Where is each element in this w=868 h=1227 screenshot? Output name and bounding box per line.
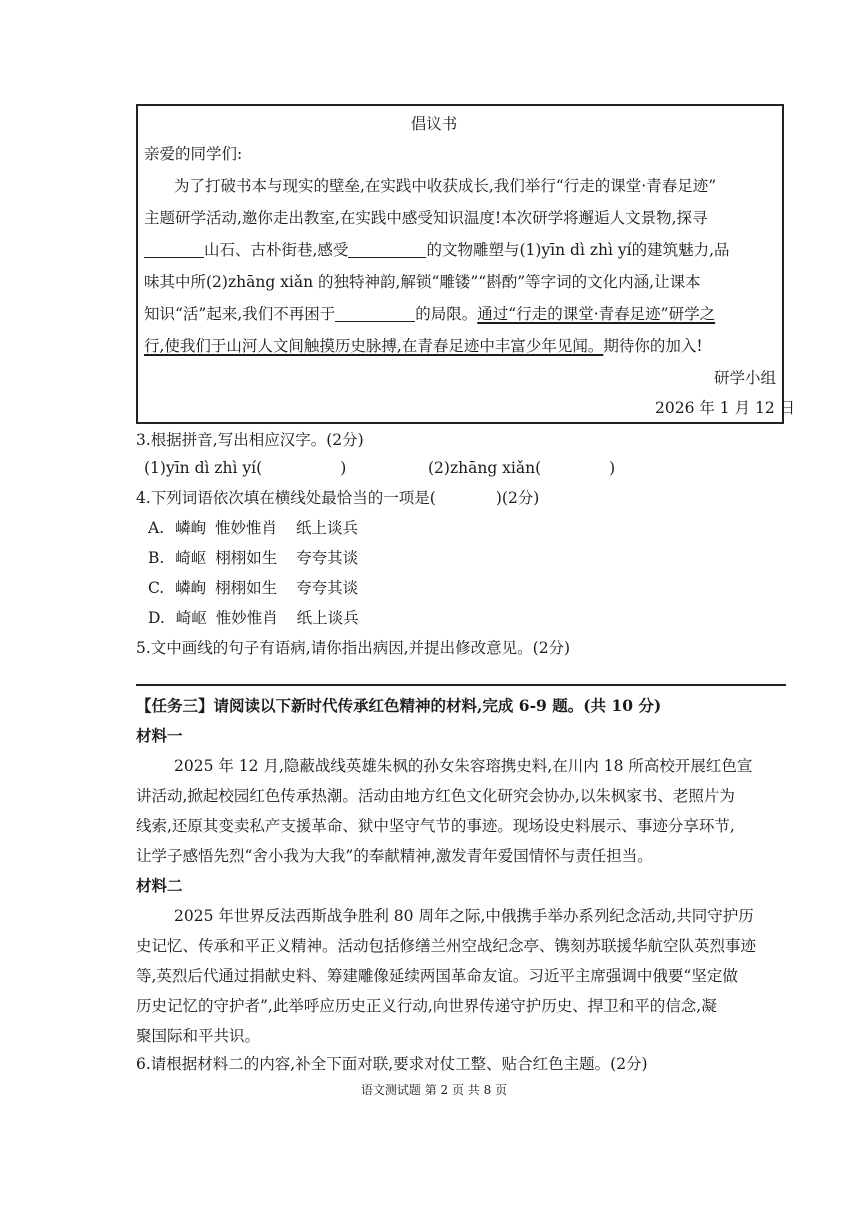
option-letter: B. — [148, 549, 165, 567]
option-word: 崎岖 — [175, 549, 207, 567]
proposal-date: 2026 年 1 月 12 日 — [655, 399, 796, 417]
question-3-item-2 — [428, 458, 615, 478]
option-letter: D. — [148, 609, 165, 627]
text-segment: 山石、古朴街巷,感受 — [204, 241, 349, 259]
option-word: 夸夸其谈 — [296, 579, 359, 597]
underlined-sentence-part-2: 行,使我们于山河人文间触摸历史脉搏,在青春足迹中丰富少年见闻。 — [144, 337, 604, 355]
material-1-title: 材料一 — [136, 726, 183, 745]
text-segment: ) — [340, 459, 347, 477]
section-divider — [136, 684, 786, 686]
material-2-line: 史记忆、传承和平正义精神。活动包括修缮兰州空战纪念亭、镌刻苏联援华航空队英烈事迹 — [136, 937, 757, 955]
proposal-line-6 — [144, 336, 703, 356]
material-2-line: 聚国际和平共识。 — [136, 1027, 261, 1045]
option-word: 纸上谈兵 — [295, 519, 358, 537]
fill-blank-3[interactable] — [335, 305, 415, 322]
option-word: 栩栩如生 — [215, 579, 278, 597]
option-word: 惟妙惟肖 — [215, 519, 278, 537]
option-word: 栩栩如生 — [215, 549, 278, 567]
material-1-line: 让学子感悟先烈“舍小我为大我”的奉献精神,激发青年爱国情怀与责任担当。 — [136, 847, 653, 865]
question-6-stem: 6.请根据材料二的内容,补全下面对联,要求对仗工整、贴合红色主题。(2分) — [136, 1055, 648, 1073]
text-segment: ) — [609, 459, 616, 477]
proposal-line-2: 主题研学活动,邀你走出教室,在实践中感受知识温度!本次研学将邂逅人文景物,探寻 — [144, 209, 708, 227]
text-segment: )(2分) — [495, 489, 540, 507]
option-letter: C. — [148, 579, 165, 597]
proposal-line-5 — [144, 304, 715, 324]
option-c[interactable] — [148, 578, 358, 598]
text-segment: 知识“活”起来,我们不再困于 — [144, 305, 336, 323]
text-segment: (1)yīn dì zhì yí( — [144, 459, 263, 477]
question-3-item-1 — [144, 458, 346, 478]
option-word: 崎岖 — [175, 609, 207, 627]
option-word: 嶙峋 — [175, 519, 207, 537]
text-segment: 的文物雕塑与(1)yīn dì zhì yí的建筑魅力,品 — [426, 241, 730, 259]
option-word: 惟妙惟肖 — [215, 609, 278, 627]
material-2-title: 材料二 — [136, 876, 183, 895]
question-4-stem — [136, 488, 539, 508]
option-word: 纸上谈兵 — [296, 609, 359, 627]
proposal-title: 倡议书 — [410, 115, 458, 133]
material-1-line: 讲活动,掀起校园红色传承热潮。活动由地方红色文化研究会协办,以朱枫家书、老照片为 — [136, 787, 735, 805]
text-segment: (2)zhāng xiǎn( — [428, 459, 542, 477]
proposal-signature: 研学小组 — [714, 369, 777, 387]
option-word: 夸夸其谈 — [296, 549, 359, 567]
material-2-line: 2025 年世界反法西斯战争胜利 80 周年之际,中俄携手举办系列纪念活动,共同守护历 — [174, 907, 754, 925]
question-5-stem: 5.文中画线的句子有语病,请你指出病因,并提出修改意见。(2分) — [136, 639, 571, 657]
question-3-stem: 3.根据拼音,写出相应汉字。(2分) — [136, 431, 364, 449]
task-3-heading: 【任务三】请阅读以下新时代传承红色精神的材料,完成 6-9 题。(共 10 分) — [136, 696, 662, 715]
text-segment: 期待你的加入! — [603, 337, 703, 355]
proposal-line-4: 味其中所(2)zhāng xiǎn 的独特神韵,解锁“雕镂”“斟酌”等字词的文化内涵,让课本 — [144, 273, 701, 291]
text-segment: 4.下列词语依次填在横线处最恰当的一项是( — [136, 489, 436, 507]
option-letter: A. — [148, 519, 165, 537]
option-d[interactable] — [148, 608, 359, 628]
material-1-line: 线索,还原其变卖私产支援革命、狱中坚守气节的事迹。现场设史料展示、事迹分享环节, — [136, 817, 735, 835]
proposal-line-1: 为了打破书本与现实的壁垒,在实践中收获成长,我们举行“行走的课堂·青春足迹” — [174, 177, 717, 195]
option-b[interactable] — [148, 548, 358, 568]
material-1-line: 2025 年 12 月,隐蔽战线英雄朱枫的孙女朱容瑢携史料,在川内 18 所高校开展红色宣 — [174, 757, 753, 775]
page-footer: 语文测试题 第 2 页 共 8 页 — [360, 1083, 508, 1097]
material-2-line: 等,英烈后代通过捐献史料、筹建雕像延续两国革命友谊。习近平主席强调中俄要“坚定做 — [136, 967, 738, 985]
material-2-line: 历史记忆的守护者”,此举呼应历史正义行动,向世界传递守护历史、捍卫和平的信念,凝 — [136, 997, 717, 1015]
fill-blank-2[interactable] — [348, 241, 426, 258]
proposal-greeting: 亲爱的同学们: — [144, 145, 243, 163]
proposal-line-3 — [144, 240, 730, 260]
fill-blank-1[interactable] — [144, 241, 204, 258]
option-a[interactable] — [148, 518, 358, 538]
text-segment: 的局限。 — [415, 305, 478, 323]
underlined-sentence-part-1: 通过“行走的课堂·青春足迹”研学之 — [477, 305, 716, 323]
option-word: 嶙峋 — [175, 579, 207, 597]
